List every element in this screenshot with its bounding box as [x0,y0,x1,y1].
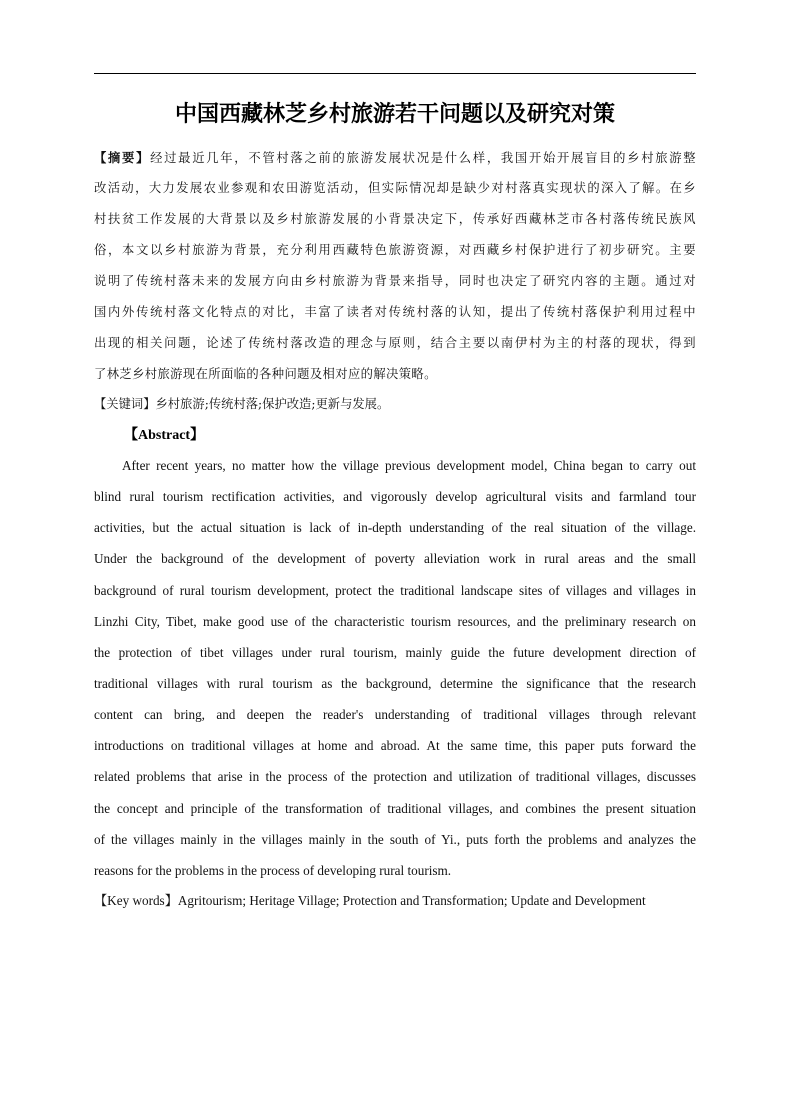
chinese-abstract-line: 了林芝乡村旅游现在所面临的各种问题及相对应的解决策略。 [94,367,437,381]
english-abstract-heading: 【Abstract】 [124,428,205,443]
english-abstract-line: the protection of tibet villages under rural tourism, mainly guide the future development direction of [94,644,696,660]
paper-title: 中国西藏林芝乡村旅游若干问题以及研究对策 [174,102,615,127]
english-abstract-line: content can bring, and deepen the reader's understanding of traditional villages through relevant [94,707,696,723]
english-abstract-line: introductions on traditional villages at home and abroad. At the same time, this paper puts forward the [94,738,696,754]
chinese-abstract-line: 【摘要】经过最近几年，不管村落之前的旅游发展状况是什么样，我国开始开展盲目的乡村旅游整 [94,150,696,165]
chinese-abstract-line: 改活动，大力发展农业参观和农田游览活动，但实际情况却是缺少对村落真实现状的深入了解。在乡 [94,181,696,195]
header-rule [94,73,696,74]
english-abstract-line: Under the background of the development of poverty alleviation work in rural areas and the small [94,551,696,567]
chinese-abstract-line: 国内外传统村落文化特点的对比，丰富了读者对传统村落的认知，提出了传统村落保护利用过程中 [94,305,696,319]
chinese-abstract-label: 【摘要】 [94,150,151,165]
english-keywords-label: 【Key words】 [94,893,178,908]
chinese-abstract-line: 俗，本文以乡村旅游为背景，充分利用西藏特色旅游资源，对西藏乡村保护进行了初步研究。主要 [94,243,696,257]
chinese-keywords [94,389,696,420]
english-keywords-text: Agritourism; Heritage Village; Protection and Transformation; Update and Development [177,893,646,908]
english-abstract-line: traditional villages with rural tourism as the background, determine the significance that the research [94,675,696,691]
chinese-keywords-label: 【关键词】 [94,397,156,411]
english-keywords [94,885,696,916]
english-abstract-line: Linzhi City, Tibet, make good use of the characteristic tourism resources, and the preliminary research on [94,613,696,629]
english-abstract-line: related problems that arise in the process of the protection and utilization of traditional villages, discusses [94,769,696,785]
chinese-abstract [94,142,696,390]
english-abstract-line: reasons for the problems in the process of developing rural tourism. [94,862,452,878]
english-abstract-line: activities, but the actual situation is lack of in-depth understanding of the real situation of the village. [94,520,696,536]
chinese-abstract-line: 村扶贫工作发展的大背景以及乡村旅游发展的小背景决定下，传承好西藏林芝市各村落传统民族风 [94,212,696,226]
chinese-abstract-line: 出现的相关问题，论述了传统村落改造的理念与原则，结合主要以南伊村为主的村落的现状，得到 [94,336,696,350]
chinese-keywords-text: 乡村旅游;传统村落;保护改造;更新与发展。 [155,397,390,411]
english-abstract-line: background of rural tourism development, protect the traditional landscape sites of villages and villages in [94,582,696,598]
english-abstract-line: of the villages mainly in the villages mainly in the south of Yi., puts forth the problems and analyzes the [94,831,696,847]
chinese-abstract-line: 说明了传统村落未来的发展方向由乡村旅游为背景来指导，同时也决定了研究内容的主题。通过对 [94,274,696,288]
english-abstract-line: blind rural tourism rectification activities, and vigorously develop agricultural visits and farmland tour [94,489,696,505]
english-abstract-line: After recent years, no matter how the village previous development model, China began to carry out [122,458,696,473]
english-abstract [94,450,696,886]
english-abstract-line: the concept and principle of the transformation of traditional villages, and combines the present situation [94,800,696,816]
